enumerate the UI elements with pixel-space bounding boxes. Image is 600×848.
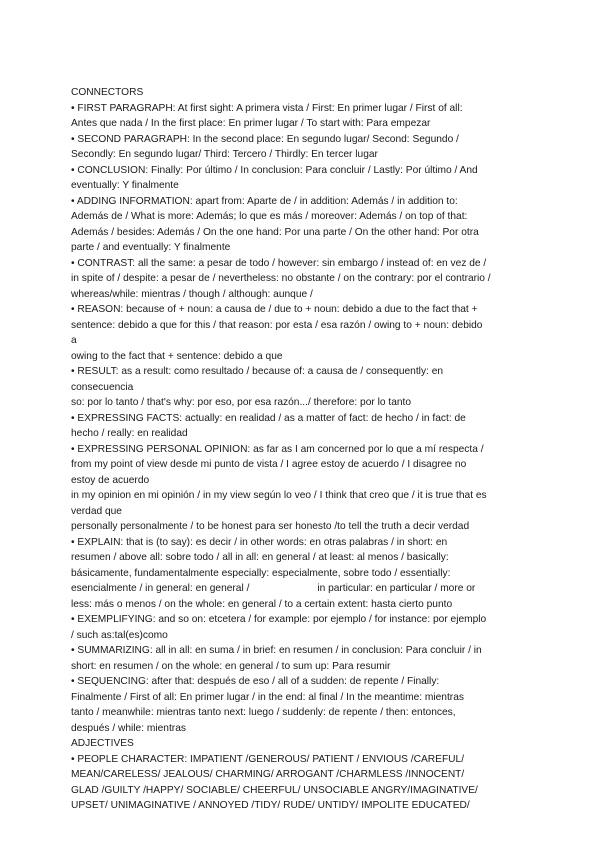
text-line: UPSET/ UNIMAGINATIVE / ANNOYED /TIDY/ RUDE/ UNTIDY/ IMPOLITE EDUCATED/ [71, 800, 470, 811]
text-line: in my opinion en mi opinión / in my view según lo veo / I think that creo que / it is true that es [71, 490, 487, 501]
text-line: • EXPRESSING PERSONAL OPINION: as far as I am concerned por lo que a mí respecta / [71, 443, 484, 455]
text-line: después / while: mientras [71, 722, 186, 734]
text-line: / such as:tal(es)como [71, 629, 168, 641]
text-line: ADJECTIVES [71, 738, 134, 749]
text-line: • SECOND PARAGRAPH: In the second place: En segundo lugar/ Second: Segundo / [71, 133, 459, 145]
text-line: CONNECTORS [71, 87, 144, 98]
text-line: • SEQUENCING: after that: después de eso / all of a sudden: de repente / Finally: [71, 676, 440, 687]
text-line: consecuencia [71, 381, 134, 393]
text-line: tanto / meanwhile: mientras tanto next: luego / suddenly: de repente / then: entonces, [71, 707, 456, 718]
text-line: Secondly: En segundo lugar/ Third: Tercero / Thirdly: En tercer lugar [71, 149, 378, 160]
text-line: Además de / What is more: Además; lo que es más / moreover: Además / on top of that: [71, 211, 468, 222]
text-line: Finalmente / First of all: En primer lugar / in the end: al final / In the meantime: mientras [71, 691, 464, 703]
text-line: • CONCLUSION: Finally: Por último / In conclusion: Para concluir / Lastly: Por último / And [71, 164, 478, 176]
text-line: eventually: Y finalmente [71, 180, 179, 191]
text-line: less: más o menos / on the whole: en general / to a certain extent: hasta cierto punto [71, 598, 453, 610]
text-line: básicamente, fundamentalmente especially: especialmente, sobre todo / essentially: [71, 567, 451, 579]
text-line: esencialmente / in general: en general / in particular: en particular / more or [71, 583, 476, 594]
text-line: • SUMMARIZING: all in all: en suma / in brief: en resumen / in conclusion: Para concluir / in [71, 645, 482, 656]
text-line: • EXPRESSING FACTS: actually: en realidad / as a matter of fact: de hecho / in fact: de [71, 412, 466, 424]
text-line: • REASON: because of + noun: a causa de / due to + noun: debido a due to the fact that + [71, 304, 478, 315]
text-line: GLAD /GUILTY /HAPPY/ SOCIABLE/ CHEERFUL/ UNSOCIABLE ANGRY/IMAGINATIVE/ [71, 784, 478, 796]
text-line: MEAN/CARELESS/ JEALOUS/ CHARMING/ ARROGANT /CHARMLESS /INNOCENT/ [71, 769, 465, 780]
text-line: owing to the fact that + sentence: debido a que [71, 350, 283, 362]
text-line: Además / besides: Además / On the one hand: Por una parte / On the other hand: Por otra [71, 226, 479, 238]
text-line: a [71, 335, 77, 346]
text-line: personally personalmente / to be honest para ser honesto /to tell the truth a decir verdad [71, 521, 470, 532]
text-line: in spite of / despite: a pesar de / nevertheless: no obstante / on the contrary: por el contrario / [71, 273, 491, 284]
text-line: • FIRST PARAGRAPH: At first sight: A primera vista / First: En primer lugar / First of all: [71, 102, 463, 114]
text-line: Antes que nada / In the first place: En primer lugar / To start with: Para empezar [71, 118, 431, 129]
document-page [71, 85, 536, 814]
text-line: so: por lo tanto / that's why: por eso, por esa razón.../ therefore: por lo tanto [71, 397, 412, 408]
text-line: hecho / really: en realidad [71, 428, 188, 439]
text-line: parte / and eventually: Y finalmente [71, 242, 231, 253]
text-line: whereas/while: mientras / though / although: aunque / [71, 288, 313, 300]
text-line: from my point of view desde mi punto de vista / I agree estoy de acuerdo / I disagree no [71, 459, 467, 470]
text-line: verdad que [71, 505, 122, 517]
text-line: • EXPLAIN: that is (to say): es decir / in other words: en otras palabras / in short: en [71, 536, 448, 548]
text-line: • PEOPLE CHARACTER: IMPATIENT /GENEROUS/ PATIENT / ENVIOUS /CAREFUL/ [71, 753, 465, 765]
text-line: • CONTRAST: all the same: a pesar de todo / however: sin embargo / instead of: en vez de / [71, 257, 487, 269]
text-line: • EXEMPLIFYING: and so on: etcetera / for example: por ejemplo / for instance: por ejemplo [71, 614, 487, 625]
text-line: • RESULT: as a result: como resultado / because of: a causa de / consequently: en [71, 366, 444, 377]
text-line: • ADDING INFORMATION: apart from: Aparte de / in addition: Además / in addition to: [71, 195, 458, 207]
text-line: estoy de acuerdo [71, 474, 150, 486]
text-line: short: en resumen / on the whole: en general / to sum up: Para resumir [71, 660, 391, 672]
text-line: resumen / above all: sobre todo / all in all: en general / at least: al menos / basically: [71, 552, 449, 563]
text-line: sentence: debido a que for this / that reason: por esta / esa razón / owing to + noun: debido [71, 319, 483, 331]
